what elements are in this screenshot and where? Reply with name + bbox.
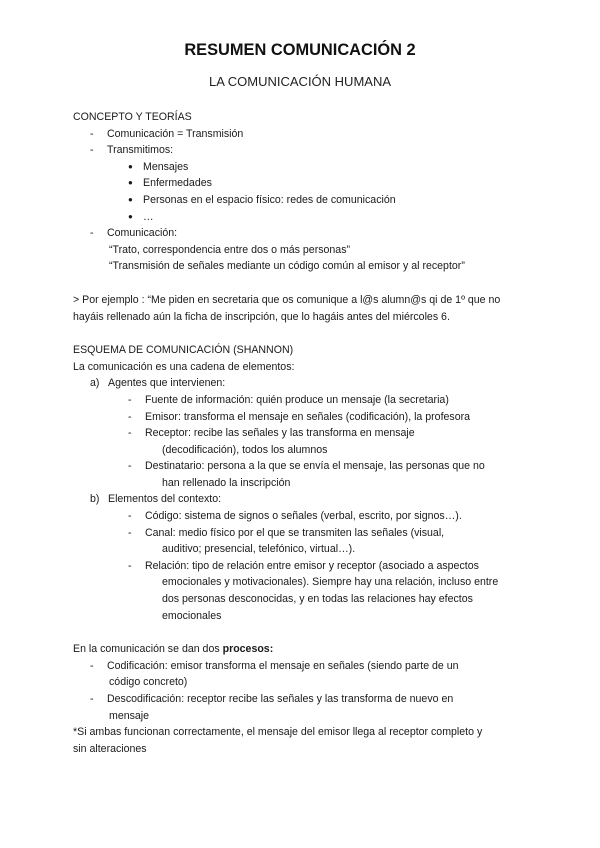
list-item-continuation: emocionales: [162, 609, 222, 622]
sub-list-item: [128, 159, 543, 176]
list-item-text: Descodificación: receptor recibe las señales y las transforma de nuevo en: [107, 693, 454, 705]
processes-intro: [73, 641, 543, 658]
dash-marker: -: [128, 427, 132, 440]
note-line: sin alteraciones: [73, 742, 147, 755]
dash-marker: -: [128, 526, 132, 539]
list-item: [128, 409, 543, 426]
definition-quote: “Trato, correspondencia entre dos o más personas”: [109, 243, 351, 256]
list-item-continuation: emocionales y motivacionales). Siempre hay una relación, incluso entre: [162, 576, 499, 589]
section-intro: La comunicación es una cadena de elementos:: [73, 360, 295, 373]
dash-marker: -: [128, 460, 132, 473]
list-item: [90, 126, 543, 143]
document-title: RESUMEN COMUNICACIÓN 2: [184, 41, 416, 59]
list-item: [128, 558, 543, 575]
list-item-text: Destinatario: persona a la que se envía el mensaje, las personas que no: [145, 460, 485, 473]
alpha-list-item: [90, 375, 543, 392]
sub-list-item-text: …: [143, 210, 154, 223]
list-item: [90, 142, 543, 159]
list-item: [90, 225, 543, 242]
list-item-text: Comunicación:: [107, 227, 178, 240]
list-item-continuation: auditivo; presencial, telefónico, virtual…).: [162, 543, 356, 556]
sub-list-item: [128, 192, 543, 209]
list-item-text: Canal: medio físico por el que se transmiten las señales (visual,: [145, 526, 445, 539]
list-item-text: Comunicación = Transmisión: [107, 127, 244, 140]
list-item-text: Emisor: transforma el mensaje en señales (codificación), la profesora: [145, 410, 471, 423]
document-body: [73, 109, 543, 757]
list-item-text: Relación: tipo de relación entre emisor y receptor (asociado a aspectos: [145, 559, 479, 572]
alpha-list-label: Agentes que intervienen:: [108, 377, 226, 390]
processes-bold-term: procesos:: [222, 643, 274, 656]
list-item: [128, 425, 543, 442]
bullet-icon: ●: [128, 211, 133, 221]
dash-marker: -: [128, 559, 132, 572]
example-line: > Por ejemplo : “Me piden en secretaria que os comunique a l@s alumn@s qi de 1º que no: [73, 293, 501, 306]
dash-marker: -: [128, 510, 132, 523]
list-item-continuation: código concreto): [109, 676, 188, 689]
alpha-marker: a): [90, 377, 100, 390]
document-subtitle: LA COMUNICACIÓN HUMANA: [208, 74, 392, 89]
dash-marker: -: [128, 410, 132, 423]
sub-list-item-text: Enfermedades: [143, 177, 212, 190]
section-heading-esquema: ESQUEMA DE COMUNICACIÓN (SHANNON): [73, 344, 294, 357]
dash-marker: -: [128, 393, 132, 406]
list-item-continuation: han rellenado la inscripción: [162, 476, 291, 489]
list-item-continuation: (decodificación), todos los alumnos: [162, 443, 328, 456]
list-item-text: Transmitimos:: [107, 144, 174, 157]
example-line: hayáis rellenado aún la ficha de inscripción, que lo hagáis antes del miércoles 6.: [73, 310, 450, 323]
sub-list-item-text: Mensajes: [143, 160, 189, 173]
list-item-text: Receptor: recibe las señales y las transforma en mensaje: [145, 427, 415, 440]
list-item: [128, 392, 543, 409]
alpha-marker: b): [90, 493, 100, 506]
list-item: [128, 525, 543, 542]
sub-list-item: [128, 209, 543, 226]
dash-marker: -: [90, 693, 94, 705]
bullet-icon: ●: [128, 161, 133, 171]
note-line: *Si ambas funcionan correctamente, el mensaje del emisor llega al receptor completo y: [73, 726, 483, 739]
list-item: [90, 691, 543, 708]
alpha-list-label: Elementos del contexto:: [108, 493, 222, 506]
dash-marker: -: [90, 659, 94, 672]
section-heading-concepto: CONCEPTO Y TEORÍAS: [73, 111, 192, 123]
dash-marker: -: [90, 227, 94, 240]
sub-list-item: [128, 175, 543, 192]
list-item: [90, 658, 543, 675]
definition-quote: “Transmisión de señales mediante un código común al emisor y al receptor”: [109, 260, 465, 273]
list-item-text: Código: sistema de signos o señales (verbal, escrito, por signos…).: [145, 510, 462, 523]
alpha-list-item: [90, 491, 543, 508]
list-item-continuation: dos personas desconocidas, y en todas las relaciones hay efectos: [162, 593, 473, 606]
dash-marker: -: [90, 144, 94, 157]
list-item: [128, 508, 543, 525]
processes-intro-text: En la comunicación se dan dos: [73, 643, 223, 656]
list-item-text: Codificación: emisor transforma el mensaje en señales (siendo parte de un: [107, 659, 459, 672]
list-item-text: Fuente de información: quién produce un mensaje (la secretaria): [145, 393, 449, 406]
sub-list-item-text: Personas en el espacio físico: redes de comunicación: [143, 193, 396, 206]
bullet-icon: ●: [128, 194, 133, 204]
list-item: [128, 458, 543, 475]
list-item-continuation: mensaje: [109, 709, 150, 722]
bullet-icon: ●: [128, 178, 133, 188]
dash-marker: -: [90, 127, 94, 140]
